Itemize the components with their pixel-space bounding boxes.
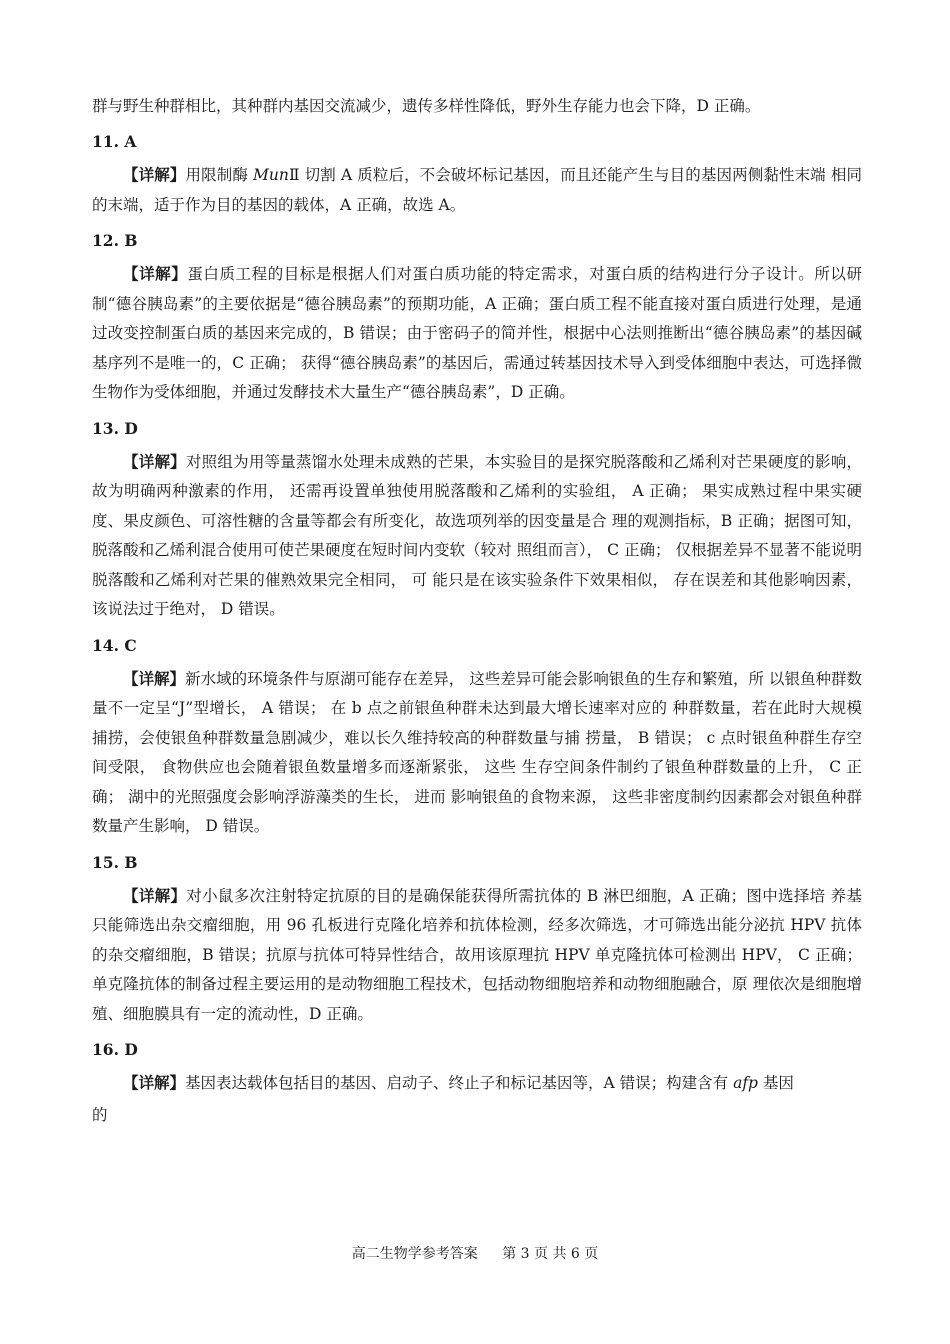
explanation-text: 基因表达载体包括目的基因、启动子、终止子和标记基因等，A 错误；构建含有 <box>185 1074 734 1092</box>
page-footer <box>0 1244 950 1264</box>
gene-name: afp <box>733 1074 758 1092</box>
explanation-tag: 【详解】 <box>123 165 186 184</box>
explanation-text: 对小鼠多次注射特定抗原的目的是确保能获得所需抗体的 B 淋巴细胞，A 正确；图中选择培 养基只能筛选出杂交瘤细胞，用 96 孔板进行克隆化培养和抗体检测，经多次筛选，才可筛选出能分泌抗 HPV 抗体的杂交瘤细胞，B 错误；抗原与抗体可特异性结合，故用该原理抗 HPV 单克隆抗体可检测出 HPV， C 正确；单克隆抗体的制备过程主要运用的是动物细胞工程技术，包括动物细胞培养和动物细胞融合，原 理依次是细胞增殖、细胞膜具有一定的流动性，D 正确。 <box>92 886 862 1023</box>
question-15-answer: 15. B <box>92 852 138 872</box>
explanation-text: 新水域的环境条件与原湖可能存在差异， 这些差异可能会影响银鱼的生存和繁殖，所 以银鱼种群数量不一定呈“J”型增长， A 错误； 在 b 点之前银鱼种群未达到最大增长速率对应的 种群数量，若在此时大规模捕捞，会使银鱼种群数量急剧减少，难以长久维持较高的种群数量与捕 捞量， B 错误； c 点时银鱼种群生存空间受限， 食物供应也会随着银鱼数量增多而逐渐紧张， 这些 生存空间条件制约了银鱼种群数量的上升， C 正确； 湖中的光照强度会影响浮游藻类的生长， 进而 影响银鱼的食物来源， 这些非密度制约因素都会对银鱼种群数量产生影响， D 错误。 <box>92 669 862 835</box>
answer-content <box>92 92 862 1132</box>
question-11-explanation <box>92 160 862 220</box>
question-12-explanation <box>92 259 862 408</box>
question-11-answer: 11. A <box>92 132 137 151</box>
explanation-text: 对照组为用等量蒸馏水处理未成熟的芒果，本实验目的是探究脱落酸和乙烯利对芒果硬度的影响， 故为明确两种激素的作用， 还需再设置单独使用脱落酸和乙烯利的实验组， A 正确； 果实成熟过程中果实硬度、果皮颜色、可溶性糖的含量等都会有所变化，故选项列举的因变量是合 理的观测指标，B 正确；据图可知，脱落酸和乙烯利混合使用可使芒果硬度在短时间内变软（较对 照组而言）， C 正确； 仅根据差异不显著不能说明脱落酸和乙烯利对芒果的催熟效果完全相同， 可 能只是在该实验条件下效果相似， 存在误差和其他影响因素， 该说法过于绝对， D 错误。 <box>92 452 862 618</box>
question-13-explanation <box>92 447 862 625</box>
question-12-answer: 12. B <box>92 231 138 250</box>
question-13-answer: 13. D <box>92 418 138 438</box>
page-number: 第 3 页 共 6 页 <box>502 1246 599 1262</box>
explanation-tag: 【详解】 <box>123 885 187 905</box>
question-15-explanation <box>92 881 862 1030</box>
explanation-tag: 【详解】 <box>123 1073 186 1092</box>
question-14-answer: 14. C <box>92 635 137 655</box>
enzyme-name: Mun <box>253 166 289 184</box>
explanation-text: 蛋白质工程的目标是根据人们对蛋白质功能的特定需求，对蛋白质的结构进行分子设计。所以研制“德谷胰岛素”的主要依据是“德谷胰岛素”的预期功能，A 正确；蛋白质工程不能直接对蛋白质进行处理，是通过改变控制蛋白质的基因来完成的，B 错误；由于密码子的简并性，根据中心法则推断出“德谷胰岛素”的基因碱基序列不是唯一的，C 正确； 获得“德谷胰岛素”的基因后，需通过转基因技术导入到受体细胞中表达，可选择微生物作为受体细胞，并通过发酵技术大量生产“德谷胰岛素”，D 正确。 <box>92 265 862 401</box>
explanation-tag: 【详解】 <box>123 668 186 688</box>
explanation-tag: 【详解】 <box>123 451 186 471</box>
explanation-text: 用限制酶 <box>185 166 254 184</box>
footer-title: 高二生物学参考答案 <box>351 1246 478 1262</box>
explanation-text: Ⅱ 切割 A 质粒后，不会破坏标记基因，而且还能产生与目的基因两侧黏性末端 相同的末端，适于作为目的基因的载体，A 正确，故选 A。 <box>92 166 862 214</box>
question-16-answer: 16. D <box>92 1040 138 1059</box>
explanation-text: 基因 <box>757 1074 794 1092</box>
question-16-continuation: 的 <box>92 1105 108 1124</box>
explanation-tag: 【详解】 <box>123 264 188 283</box>
question-14-explanation <box>92 664 862 842</box>
question-16-explanation <box>92 1068 862 1099</box>
intro-text: 群与野生种群相比，其种群内基因交流减少，遗传多样性降低，野外生存能力也会下降，D 正确。 <box>92 97 761 115</box>
